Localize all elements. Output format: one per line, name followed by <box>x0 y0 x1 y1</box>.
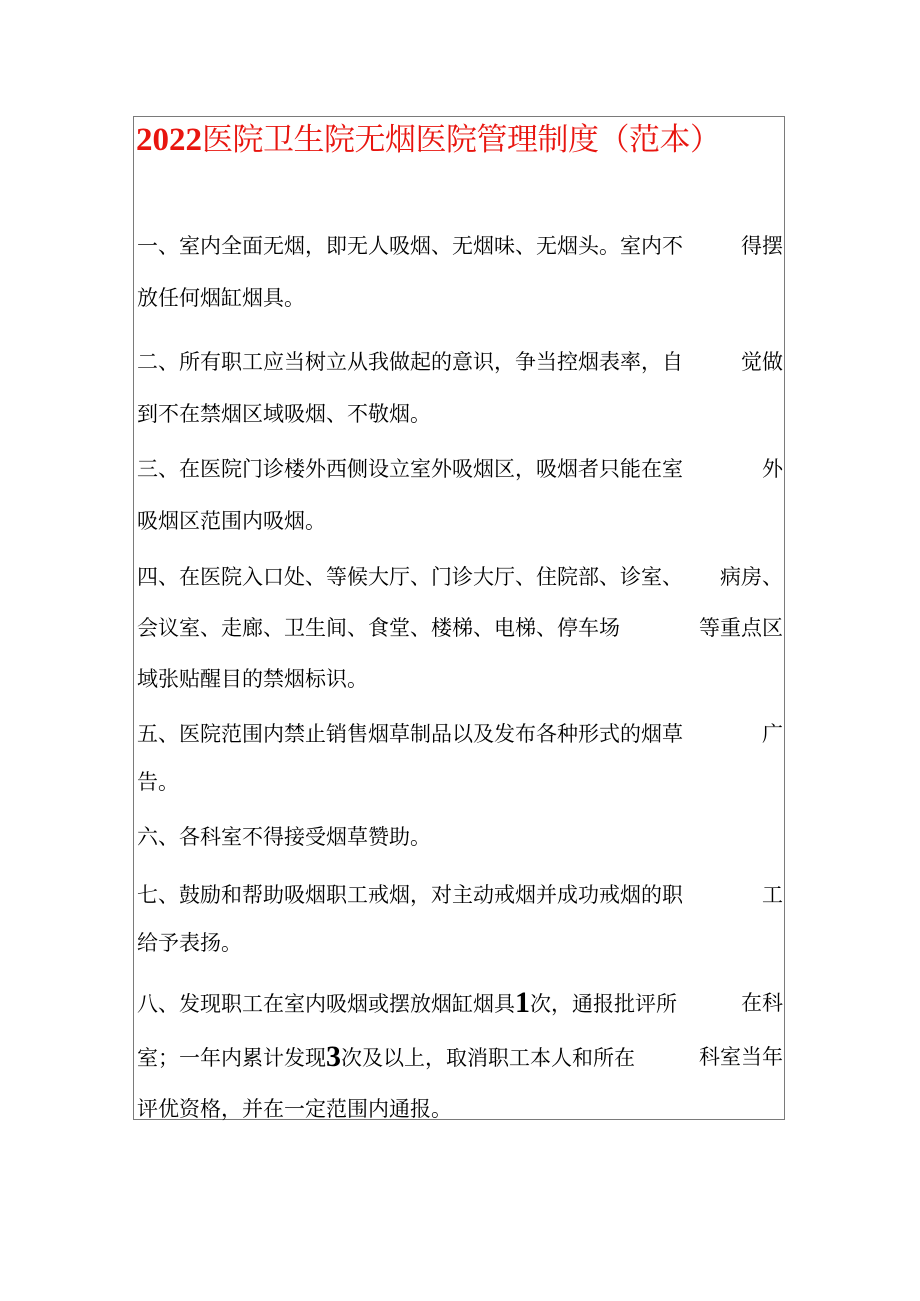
clause-text: 一、室内全面无烟，即无人吸烟、无烟味、无烟头。室内不 <box>137 234 683 258</box>
clause-line <box>137 667 783 691</box>
clause-text-part: 次，通报批评所 <box>530 992 677 1016</box>
clause-text-part: 次及以上，取消职工本人和所在 <box>341 1046 635 1070</box>
clause-3 <box>137 457 783 533</box>
clause-line <box>137 883 783 907</box>
clause-text: 域张贴醒目的禁烟标识。 <box>137 667 368 691</box>
document-title <box>136 118 784 162</box>
title-year: 2022 <box>136 122 202 158</box>
clause-6 <box>137 825 783 849</box>
clause-text: 三、在医院门诊楼外西侧设立室外吸烟区，吸烟者只能在室 <box>137 457 683 481</box>
count-number: 3 <box>326 1040 341 1073</box>
clause-line <box>137 722 783 746</box>
clause-text-tail: 等重点区 <box>699 616 783 640</box>
clause-text-tail: 在科 <box>741 991 783 1015</box>
clause-2 <box>137 350 783 426</box>
clause-line <box>137 457 783 481</box>
clause-text-tail: 觉做 <box>741 350 783 374</box>
clause-text-tail: 科室当年 <box>699 1045 783 1069</box>
clause-1 <box>137 234 783 310</box>
clause-text: 放任何烟缸烟具。 <box>137 286 305 310</box>
clause-text-tail: 外 <box>762 457 783 481</box>
clause-text: 评优资格，并在一定范围内通报。 <box>137 1097 452 1121</box>
clause-line <box>137 986 783 1019</box>
clause-line <box>137 350 783 374</box>
clause-text: 会议室、走廊、卫生间、食堂、楼梯、电梯、停车场 <box>137 616 620 640</box>
clause-text <box>137 1040 635 1073</box>
clause-line <box>137 286 783 310</box>
clause-8 <box>137 986 783 1121</box>
count-number: 1 <box>515 986 530 1019</box>
clause-text: 吸烟区范围内吸烟。 <box>137 509 326 533</box>
clause-text <box>137 986 677 1019</box>
clause-text: 七、鼓励和帮助吸烟职工戒烟，对主动戒烟并成功戒烟的职 <box>137 883 683 907</box>
clause-line <box>137 1040 783 1073</box>
clause-4 <box>137 565 783 691</box>
clause-text: 四、在医院入口处、等候大厅、门诊大厅、住院部、诊室、 <box>137 565 683 589</box>
clause-text: 六、各科室不得接受烟草赞助。 <box>137 825 431 849</box>
clause-text: 告。 <box>137 770 179 794</box>
clause-text-tail: 病房、 <box>720 565 783 589</box>
title-text: 医院卫生院无烟医院管理制度（范本） <box>202 122 721 158</box>
clause-text-part: 八、发现职工在室内吸烟或摆放烟缸烟具 <box>137 992 515 1016</box>
clause-line <box>137 402 783 426</box>
clause-text: 二、所有职工应当树立从我做起的意识，争当控烟表率，自 <box>137 350 683 374</box>
clause-text-tail: 广 <box>762 722 783 746</box>
clause-line <box>137 1097 783 1121</box>
clause-text: 给予表扬。 <box>137 931 242 955</box>
clause-line <box>137 234 783 258</box>
clause-list <box>137 234 783 1121</box>
clause-text: 五、医院范围内禁止销售烟草制品以及发布各种形式的烟草 <box>137 722 683 746</box>
clause-text-tail: 工 <box>762 883 783 907</box>
clause-line <box>137 825 783 849</box>
clause-text-tail: 得摆 <box>741 234 783 258</box>
clause-7 <box>137 883 783 955</box>
clause-line <box>137 565 783 589</box>
clause-text-part: 室；一年内累计发现 <box>137 1046 326 1070</box>
clause-line <box>137 509 783 533</box>
clause-line <box>137 931 783 955</box>
clause-text: 到不在禁烟区域吸烟、不敬烟。 <box>137 402 431 426</box>
clause-line <box>137 770 783 794</box>
clause-line <box>137 616 783 640</box>
clause-5 <box>137 722 783 794</box>
